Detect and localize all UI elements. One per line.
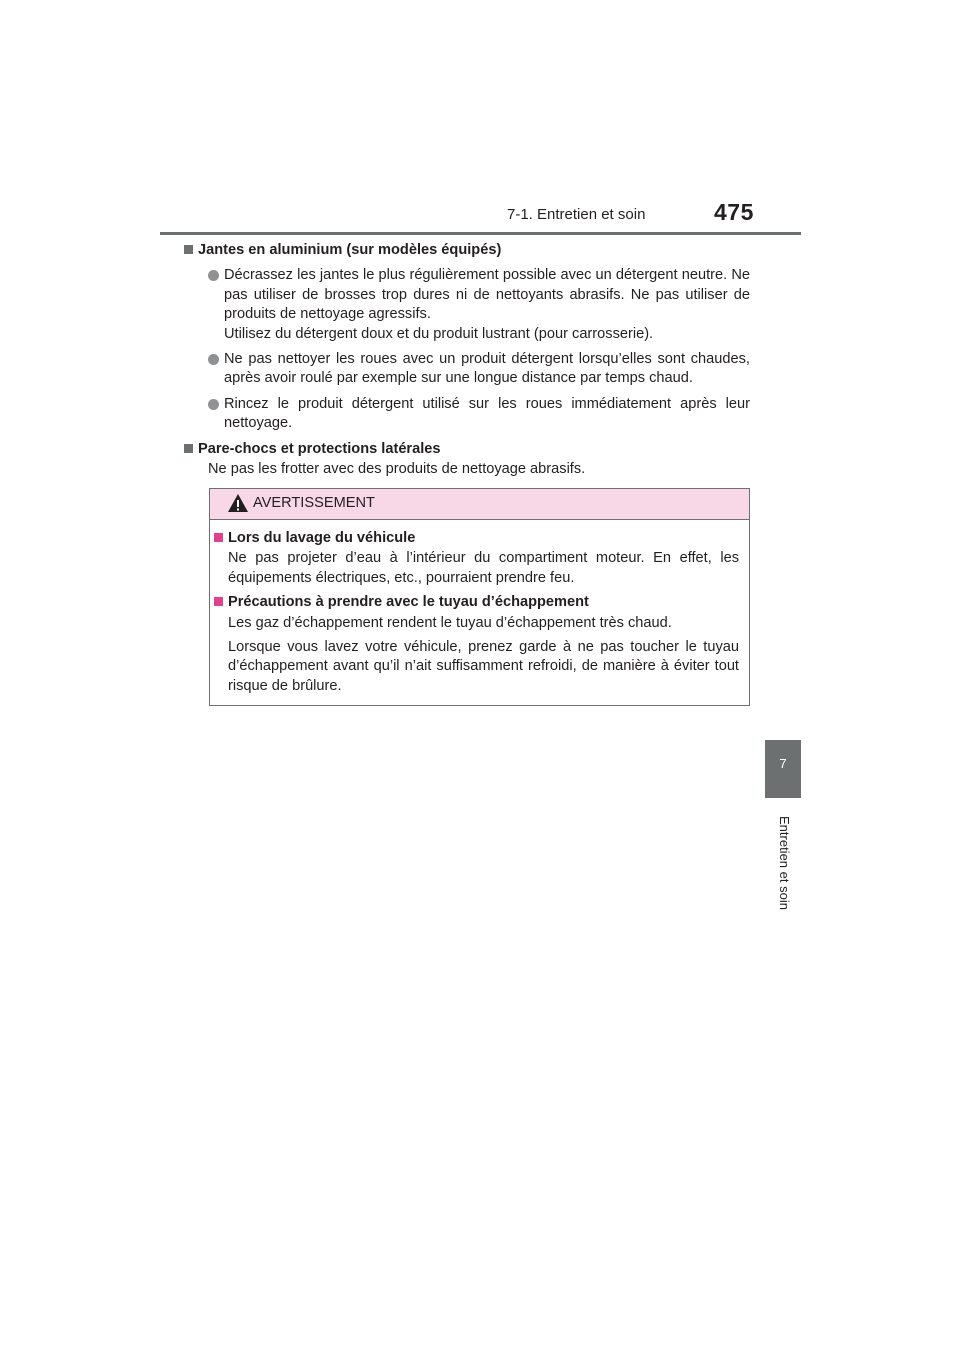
warning-heading-text: Précautions à prendre avec le tuyau d’échappement bbox=[228, 594, 589, 611]
list-item bbox=[224, 395, 750, 434]
section-heading-alloy-wheels bbox=[184, 241, 750, 260]
list-item bbox=[224, 350, 750, 389]
chapter-side-label bbox=[764, 816, 804, 926]
warning-heading-washing bbox=[214, 529, 739, 548]
warning-title: AVERTISSEMENT bbox=[253, 495, 375, 511]
chapter-label: Entretien et soin bbox=[777, 816, 792, 910]
warning-box bbox=[209, 488, 750, 706]
warning-body bbox=[214, 529, 739, 701]
warning-header bbox=[210, 489, 749, 520]
square-marker-icon bbox=[214, 533, 223, 542]
square-marker-icon bbox=[184, 245, 193, 254]
warning-heading-text: Lors du lavage du véhicule bbox=[228, 530, 416, 546]
bullet-icon bbox=[208, 399, 219, 410]
list-item bbox=[224, 266, 750, 344]
warning-paragraph: Ne pas projeter d’eau à l’intérieur du compartiment moteur. En effet, les équipements électriques, etc., pourraient prendre feu. bbox=[228, 550, 739, 586]
square-marker-icon bbox=[184, 444, 193, 453]
page-number: 475 bbox=[714, 199, 754, 225]
section-heading-bumpers bbox=[184, 440, 750, 459]
header-divider bbox=[160, 232, 801, 235]
warning-heading-exhaust bbox=[214, 593, 739, 612]
chapter-number: 7 bbox=[779, 756, 787, 771]
warning-paragraph: Lorsque vous lavez votre véhicule, prenez garde à ne pas toucher le tuyau d’échappement avant qu’il n’ait suffisamment refroidi, de manière à éviter tout risque de brûlure. bbox=[228, 639, 739, 694]
chapter-tab bbox=[765, 740, 801, 798]
section-heading-text: Jantes en aluminium (sur modèles équipés) bbox=[198, 242, 502, 258]
section-paragraph: Ne pas les frotter avec des produits de nettoyage abrasifs. bbox=[208, 461, 586, 478]
section-title: 7-1. Entretien et soin bbox=[507, 206, 646, 223]
warning-paragraph: Les gaz d’échappement rendent le tuyau d’échappement très chaud. bbox=[228, 614, 672, 631]
bullet-icon bbox=[208, 354, 219, 365]
list-item-text: Rincez le produit détergent utilisé sur les roues immédiatement après leur nettoyage. bbox=[224, 395, 750, 432]
bullet-icon bbox=[208, 270, 219, 281]
warning-triangle-icon bbox=[227, 493, 249, 513]
square-marker-icon bbox=[214, 597, 223, 606]
list-item-text: Ne pas nettoyer les roues avec un produit détergent lorsqu’elles sont chaudes, après avoir roulé par exemple sur une longue distance par temps chaud. bbox=[224, 351, 750, 387]
section-heading-text: Pare-chocs et protections latérales bbox=[198, 440, 441, 457]
list-item-text-continued: Utilisez du détergent doux et du produit lustrant (pour carrosserie). bbox=[224, 325, 654, 342]
list-item-text: Décrassez les jantes le plus régulièrement possible avec un détergent neutre. Ne pas utiliser de brosses trop dures ni de nettoyants abrasifs. Ne pas utiliser de produits de nettoyage agressifs. bbox=[224, 267, 750, 323]
main-content bbox=[196, 241, 750, 485]
